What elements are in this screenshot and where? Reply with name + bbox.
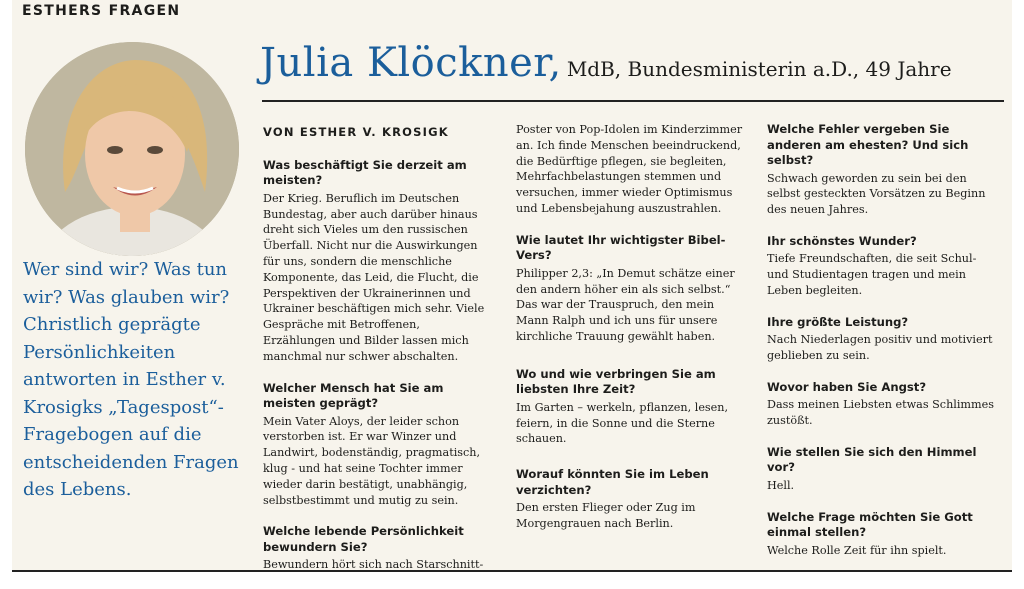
answer: Schwach geworden zu sein bei den selbst gesteckten Vorsätzen zu Beginn des neuen Jahres. <box>767 171 986 217</box>
author-byline: VON ESTHER V. KROSIGK <box>263 125 449 139</box>
column-2 <box>516 122 748 548</box>
answer: Welche Rolle Zeit für ihn spielt. <box>767 543 947 557</box>
question: Worauf könnten Sie im Leben verzichten? <box>516 467 709 497</box>
answer: Bewundern hört sich nach Starschnitt- <box>263 558 484 572</box>
question: Welche lebende Persönlichkeit bewundern Sie? <box>263 524 464 554</box>
answer: Hell. <box>767 478 795 492</box>
section-label: ESTHERS FRAGEN <box>22 3 181 19</box>
question: Welche Frage möchten Sie Gott einmal stellen? <box>767 509 973 540</box>
question: Ihr schönstes Wunder? <box>767 233 917 248</box>
question: Wie stellen Sie sich den Himmel vor? <box>767 444 977 475</box>
portrait-illustration <box>25 42 239 256</box>
answer: Tiefe Freundschaften, die seit Schul- und Studientagen tragen und mein Leben begleiten. <box>767 252 977 297</box>
question: Ihre größte Leistung? <box>767 314 909 329</box>
headline-rule <box>262 100 1004 102</box>
answer: Mein Vater Aloys, der leider schon verstorben ist. Er war Winzer und Landwirt, bodenständig, pragmatisch, klug - und hat seine Tochter immer wieder darin bestätigt, unabhängig, selbstbestimmt und mutig zu sein. <box>263 414 481 507</box>
question: Wovor haben Sie Angst? <box>767 379 927 394</box>
person-name: Julia Klöckner, <box>260 40 562 86</box>
answer: Der Krieg. Beruflich im Deutschen Bundestag, aber auch darüber hinaus dreht sich Vieles um den russischen Überfall. Nicht nur die Auswirkungen für uns, sondern die menschliche Komponente, das Leid, die Flucht, die Perspektiven der Ukrainerinnen und Ukrainer beschäftigen mich sehr. Viele Gespräche mit Betroffenen, Erzählungen und Bilder lassen mich manchmal nur schwer abschalten. <box>263 191 485 363</box>
answer: Nach Niederlagen positiv und motiviert geblieben zu sein. <box>767 333 993 363</box>
answer: Dass meinen Liebsten etwas Schlimmes zustößt. <box>767 398 995 428</box>
answer: Philipper 2,3: „In Demut schätze einer den andern höher ein als sich selbst.“ Das war der Trauspruch, den mein Mann Ralph und ich uns für unsere kirchliche Trauung gewählt haben. <box>516 266 735 343</box>
question: Welcher Mensch hat Sie am meisten geprägt? <box>263 380 444 411</box>
intro-text: Wer sind wir? Was tun wir? Was glauben wir? Christlich geprägte Persönlichkeiten antworten in Esther v. Krosigks „Tagespost“-Fragebogen auf die entscheidenden Fragen des Lebens. <box>23 259 239 500</box>
answer: Im Garten – werkeln, pflanzen, lesen, feiern, in die Sonne und die Sterne schauen. <box>516 400 729 446</box>
answer-continued: Poster von Pop-Idolen im Kinderzimmer an. Ich finde Menschen beeindruckend, die Bedürftige pflegen, sie begleiten, Mehrfachbelastungen stemmen und versuchen, immer wieder Optimismus und Lebensbejahung auszustrahlen. <box>516 123 743 215</box>
person-subtitle: MdB, Bundesministerin a.D., 49 Jahre <box>566 57 952 81</box>
column-1 <box>263 122 495 589</box>
question: Wie lautet Ihr wichtigster Bibel-Vers? <box>516 232 726 263</box>
column-3 <box>767 122 995 575</box>
question: Welche Fehler vergeben Sie anderen am ehesten? Und sich selbst? <box>767 122 969 167</box>
answer: Den ersten Flieger oder Zug im Morgengrauen nach Berlin. <box>516 501 696 530</box>
question: Was beschäftigt Sie derzeit am meisten? <box>263 157 467 188</box>
headline <box>260 40 952 86</box>
question: Wo und wie verbringen Sie am liebsten Ihre Zeit? <box>516 366 716 397</box>
portrait-photo <box>25 42 239 256</box>
